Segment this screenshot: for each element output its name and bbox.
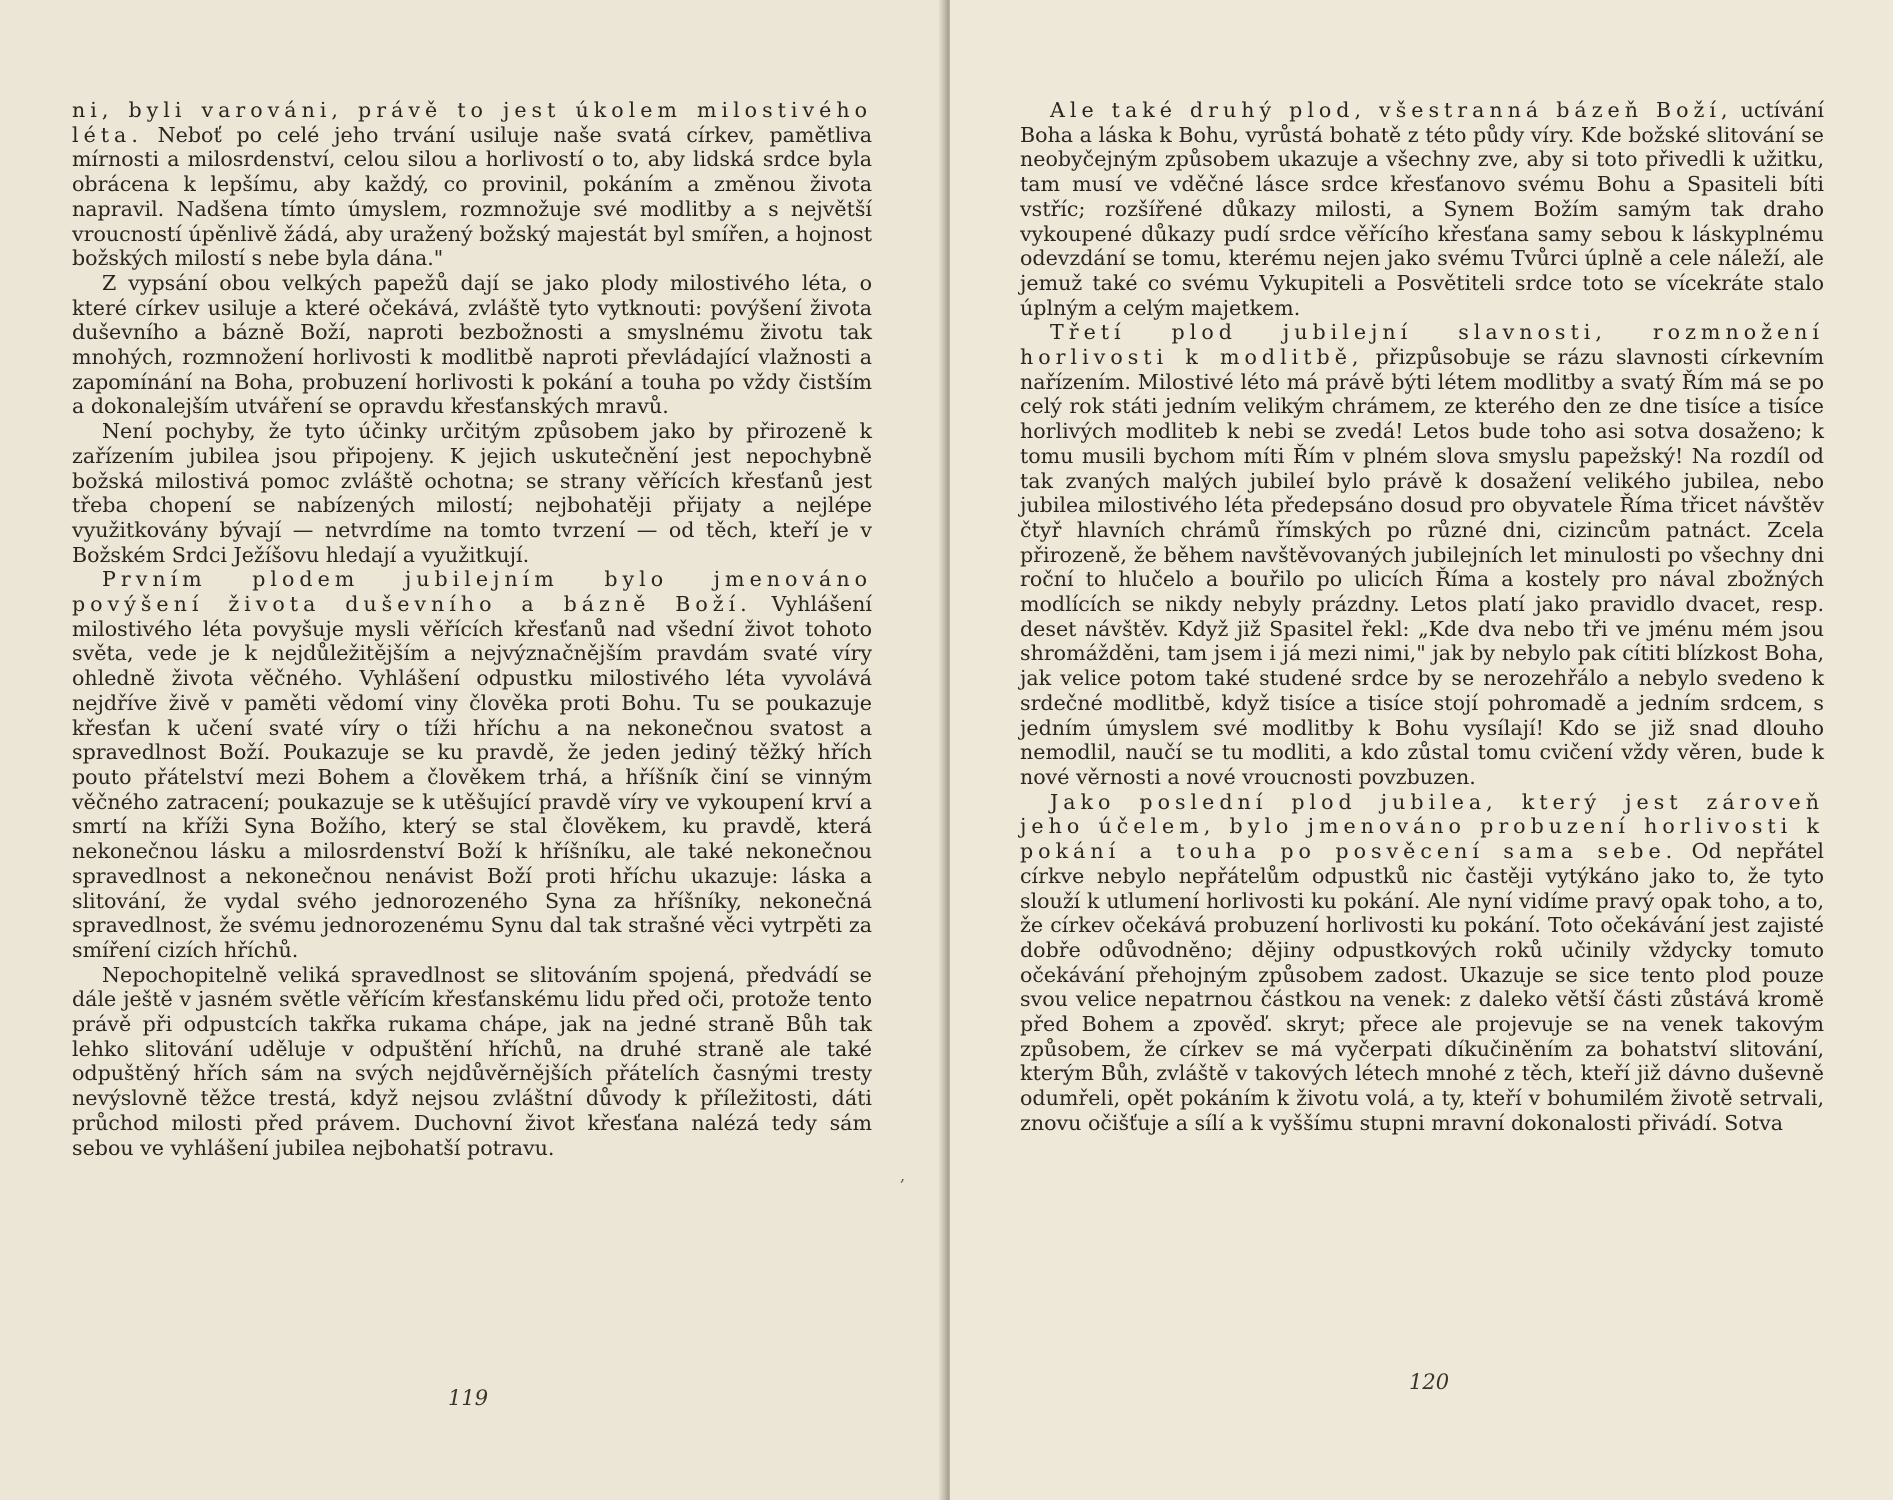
paragraph-text: Neboť po celé jeho trvání usiluje naše svatá církev, pamětliva mírnosti a milosrdenství, celou silou a horlivostí o to, aby lidská srdce byla obrácena k lepšímu, aby každý, co provinil, pokáním a změnou života napravil. Nadšena tímto úmyslem, rozmnožuje své modlitby a s největší vroucností úpěnlivě žádá, aby uražený božský majestát byl smířen, a hojnost božských milostí s nebe byla dána."	[72, 122, 872, 271]
paragraph-text: Vyhlášení milostivého léta povyšuje mysli věřících křesťanů nad všední život tohoto světa, vede je k nejdůležitějším a nejvýznačnějším pravdám svaté víry ohledně života věčného. Vyhlášení odpustku milostivého léta vyvolává nejdříve živě v paměti vědomí viny člověka proti Bohu. Tu se poukazuje křesťan k učení svaté víry o tíži hříchu a na nekonečnou svatost a spravedlnost Boží. Poukazuje se ku pravdě, že jeden jediný těžký hřích pouto přátelství mezi Bohem a člověkem trhá, a hříšník činí se vinným věčného zatracení; poukazuje se k utěšující pravdě víry ve vykoupení krví a smrtí na kříži Syna Božího, který se stal člověkem, ku pravdě, která nekonečnou lásku a milosrdenství Boží k hříšníku, ale také nekonečnou spravedlnost a nekonečnou nenávist Boží proti hříchu ukazuje: láska a slitování, že vydal svého jednorozeného Syna za hříšníky, nekonečná spravedlnost, že svému jednorozenému Synu dal tak strašné věci vytrpěti za smíření cizích hříchů.	[72, 592, 872, 962]
left-page	[0, 0, 946, 1500]
right-paragraph-2	[1020, 320, 1824, 789]
left-paragraph-4	[72, 567, 872, 962]
spaced-emphasis: Jako poslední plod jubilea, který jest zároveň jeho účelem, bylo jmenováno probuzení horlivosti k pokání a touha po posvěcení sama sebe.	[1020, 789, 1824, 864]
paragraph-text: Nepochopitelně veliká spravedlnost se slitováním spojená, předvádí se dále ještě v jasném světle věřícím křesťanskému lidu před oči, protože tento právě při odpustcích takřka rukama chápe, jak na jedné straně Bůh tak lehko slitování uděluje v odpuštění hříchů, na druhé straně ale také odpuštěný hřích sám na svých nejdůvěrnějších přátelích časnými tresty nevýslovně těžce trestá, když nejsou zvláštní důvody k příležitosti, dáti průchod milosti před právem. Duchovní život křesťana nalézá tedy sám sebou ve vyhlášení jubilea nejbohatší potravu.	[72, 962, 872, 1160]
paragraph-text: Není pochyby, že tyto účinky určitým způsobem jako by přirozeně k zařízením jubilea jsou připojeny. K jejich uskutečnění jest nepochybně božská milostivá pomoc zvláště ochotna; se strany věřících křesťanů jest třeba chopení se nabízených milostí; nejbohatěji přijaty a nejlépe využitkovány bývají — netvrdíme na tomto tvrzení — od těch, kteří je v Božském Srdci Ježíšovu hledají a využitkují.	[72, 419, 872, 567]
paragraph-text: Z vypsání obou velkých papežů dají se jako plody milostivého léta, o které církev usiluje a které očekává, zvláště tyto vytknouti: povýšení života duševního a bázně Boží, naproti bezbožnosti a smyslnému životu tak mnohých, rozmnožení horlivosti k modlitbě naproti převládající vlažnosti a zapomínání na Boha, probuzení horlivosti k pokání a touha po vždy čistším a dokonalejším utváření se opravdu křesťanských mravů.	[72, 270, 872, 419]
page-number: 119	[448, 1386, 489, 1410]
spaced-emphasis: Ale také druhý plod, všestranná bázeň Boží,	[1050, 98, 1733, 122]
right-page	[950, 0, 1893, 1500]
spaced-emphasis: Prvním plodem jubilejním bylo jmenováno povýšení života duševního a bázně Boží.	[72, 567, 872, 617]
right-page-text	[1020, 98, 1824, 1136]
page-number: 120	[1409, 1370, 1450, 1394]
left-paragraph-3	[72, 419, 872, 567]
left-paragraph-5	[72, 963, 872, 1161]
paragraph-text: Od nepřátel církve nebylo nepřátelům odpustků nic častěji vytýkáno jako to, že tyto slouží k utlumení horlivosti ku pokání. Ale nyní vidíme pravý opak toho, a to, že církev očekává probuzení horlivosti ku pokání. Toto očekávání jest zajisté dobře odůvodněno; dějiny odpustkových roků učinily vždycky tomuto očekávání přehojným způsobem zadost. Ukazuje se sice tento plod pouze svou velice nepatrnou částkou na venek: z daleko větší části zůstává kromě před Bohem a zpověď. skryt; přece ale projevuje se na venek takovým způsobem, že církev se má vyčerpati díkučiněním za bohatství slitování, kterým Bůh, zvláště v takových létech mnohé z těch, kteří již dávno duševně odumřeli, opět pokáním k životu volá, a ty, kteří v bohumilém životě setrvali, znovu očišťuje a sílí a k vyššímu stupni mravní dokonalosti přivádí. Sotva	[1020, 839, 1825, 1135]
left-paragraph-2	[72, 271, 872, 419]
right-paragraph-3	[1020, 790, 1824, 1136]
spaced-emphasis: ni, byli varováni, právě to jest úkolem milostivého léta.	[72, 98, 872, 147]
paragraph-text: uctívání Boha a láska k Bohu, vyrůstá bohatě z této půdy víry. Kde božské slitování se neobyčejným způsobem ukazuje a všechny zve, aby si toto přivedli k užitku, tam musí ve vděčné lásce srdce křesťanovo svému Bohu a Spasiteli bíti vstříc; rozšířené důkazy milosti, a Synem Božím samým tak draho vykoupené důkazy pudí srdce věřícího křesťana samy sebou k láskyplnému odevzdání se tomu, kterému nejen jako svému Tvůrci úplně a cele náleží, ale jemuž také co svému Vykupiteli a Posvětiteli srdce toto se vícekráte stalo úplným a celým majetkem.	[1020, 98, 1824, 320]
right-paragraph-1	[1020, 98, 1824, 320]
spaced-emphasis: Třetí plod jubilejní slavnosti, rozmnožení horlivosti k modlitbě,	[1020, 320, 1824, 370]
stray-mark: ,	[900, 1166, 906, 1185]
paragraph-text: přizpůsobuje se rázu slavnosti církevním nařízením. Milostivé léto má právě býti létem modlitby a svatý Řím má se po celý rok státi jedním velikým chrámem, ze kterého den ze dne tisíce a tisíce horlivých modliteb k nebi se zvedá! Letos bude toho asi sotva dosaženo; k tomu musili bychom míti Řím v plném slova smyslu papežský! Na rozdíl od tak zvaných malých jubileí bylo právě k dosažení velikého jubilea, nebo jubilea milostivého léta předepsáno dosud pro obyvatele Říma třicet návštěv čtyř hlavních chrámů římských po různé dni, cizincům patnáct. Zcela přirozeně, že během navštěvovaných jubilejních let minulosti po všechny dni roční to hlučelo a bouřilo po ulicích Říma a kostely pro nával zbožných modlících se nikdy nebyly prázdny. Letos platí jako pravidlo dvacet, resp. deset návštěv. Když již Spasitel řekl: „Kde dva nebo tři ve jménu mém jsou shromážděni, tam jsem i já mezi nimi," jak by nebylo pak cítiti blízkost Boha, jak velice potom také studené srdce by se nerozehřálo a nebylo svedeno k srdečné modlitbě, když tisíce a tisíce stojí pohromadě a jedním srdcem, s jedním úmyslem své modlitby k Bohu vysílají! Kdo se již snad dlouho nemodlil, naučí se tu modliti, a kdo zůstal tomu cvičení vždy věren, bude k nové věrnosti a nové vroucnosti povzbuzen.	[1020, 345, 1825, 789]
left-page-text	[72, 98, 872, 1160]
left-paragraph-1	[72, 98, 872, 271]
